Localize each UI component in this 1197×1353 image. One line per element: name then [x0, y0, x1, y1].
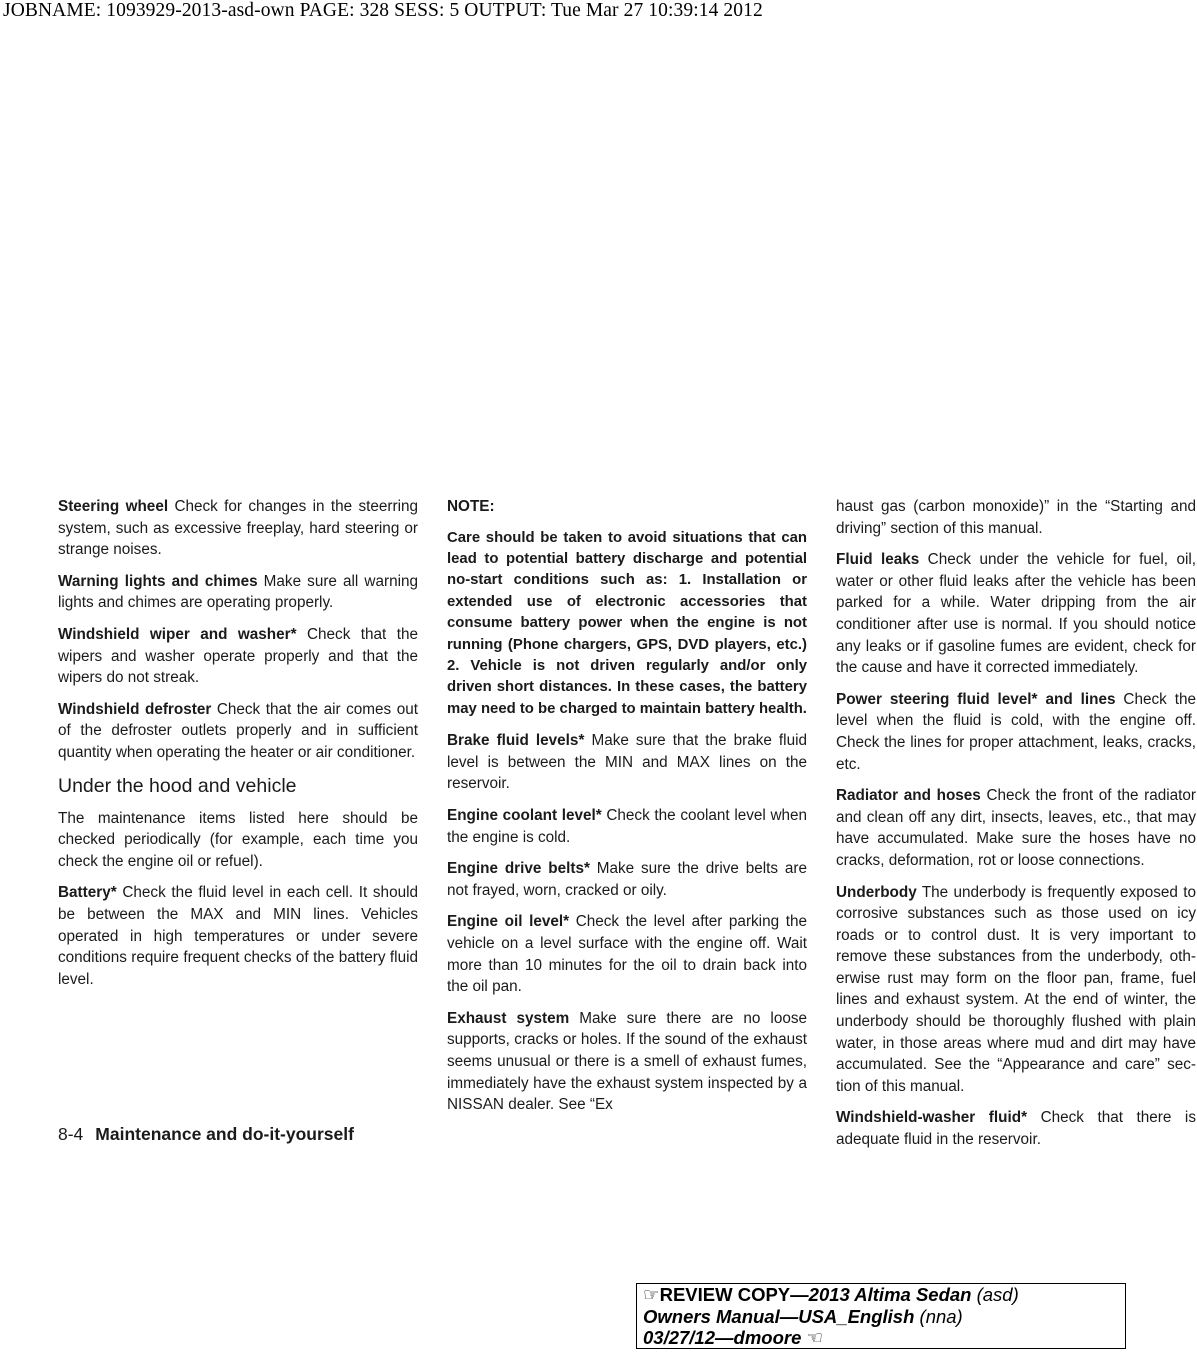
steering-wheel-title: Steering wheel — [58, 498, 169, 515]
manual-name: Owners Manual—USA_English — [643, 1305, 915, 1327]
underbody-item — [836, 882, 1196, 1098]
battery-text: Check the fluid level in each cell. It should be between the MAX and MIN lines. Vehicles operated in high temperatures or under severe conditions require frequent checks of the battery fluid level. — [58, 884, 418, 988]
drive-belts-text: Make sure the drive belts are not frayed, worn, cracked or oily. — [447, 860, 807, 899]
review-line-3 — [643, 1327, 1119, 1349]
coolant-item — [447, 805, 807, 848]
underbody-text: The underbody is frequently exposed to corrosive substances such as those used on icy roads or to control dust. It is very important to remove these substances from the underbody, otherwise rust may form on the floor pan, frame, fuel lines and exhaust system. At the end of winter, the underbody should be thoroughly flushed with plain water, in those areas where mud and dirt may have accumulated. See the “Appearance and care” section of this manual. — [836, 883, 1196, 1095]
column-3 — [836, 496, 1196, 1161]
fluid-leaks-text: Check under the vehicle for fuel, oil, water or other fluid leaks after the vehicle has been parked for a while. Water dripping from the air conditioner after use is normal. If you should notice any leaks or if gasoline fumes are evident, check for the cause and have it corrected immediately. — [836, 551, 1196, 677]
review-label: REVIEW COPY— — [659, 1284, 809, 1305]
power-steering-item — [836, 689, 1196, 775]
warning-lights-title: Warning lights and chimes — [58, 572, 258, 590]
wiper-washer-item — [58, 624, 418, 689]
washer-fluid-item — [836, 1107, 1196, 1150]
note-label: NOTE: — [447, 498, 495, 515]
radiator-item — [836, 785, 1196, 871]
oil-level-item — [447, 911, 807, 997]
job-header: JOBNAME: 1093929-2013-asd-own PAGE: 328 SESS: 5 OUTPUT: Tue Mar 27 10:39:14 2012 — [3, 0, 763, 21]
coolant-text: Check the coolant level when the engine is cold. — [447, 807, 808, 846]
warning-lights-text: Make sure all warning lights and chimes are operating properly. — [58, 572, 418, 612]
exhaust-item — [447, 1008, 807, 1116]
wiper-washer-text: Check that the wipers and washer operate properly and that the wipers do not streak. — [58, 625, 418, 687]
power-steering-title: Power steering fluid level* and lines — [836, 690, 1116, 708]
section-heading: Under the hood and vehicle — [58, 774, 297, 797]
review-line-2 — [643, 1306, 1119, 1328]
wiper-washer-title: Windshield wiper and washer* — [58, 625, 297, 643]
language-code: (nna) — [914, 1305, 963, 1327]
washer-fluid-title: Windshield-washer fluid* — [836, 1109, 1028, 1127]
pointing-hand-icon: ☞ — [643, 1284, 660, 1305]
brake-fluid-text: Make sure that the brake fluid level is between the MIN and MAX lines on the reservoir. — [447, 732, 807, 793]
vehicle-model: 2013 Altima Sedan — [808, 1284, 972, 1305]
steering-wheel-item — [58, 496, 418, 561]
brake-fluid-title: Brake fluid levels* — [447, 732, 585, 750]
battery-item — [58, 882, 418, 990]
power-steering-text: Check the level when the fluid is cold, with the engine off. Check the lines for proper attachment, leaks, cracks, etc. — [836, 690, 1196, 773]
vehicle-code: (asd) — [971, 1284, 1019, 1305]
steering-wheel-text: Check for changes in the steerring system, such as excessive freeplay, hard steering or strange noises. — [58, 498, 418, 559]
intro-paragraph: The maintenance items listed here should be checked periodically (for example, each time you check the engine oil or refuel). — [58, 809, 418, 870]
brake-fluid-item — [447, 730, 807, 795]
drive-belts-item — [447, 858, 807, 901]
note-text: Care should be taken to avoid situations that can lead to potential battery discharge and potential no-start conditions such as: 1. Installation or extended use of electronic accessories that consume battery power when the engine is not running (Phone chargers, GPS, DVD players, etc.) 2. Vehicle is not driven regularly and/or only driven short distances. In these cases, the battery may need to be charged to maintain battery health. — [447, 529, 807, 717]
battery-title: Battery* — [58, 884, 117, 902]
exhaust-title: Exhaust system — [447, 1009, 570, 1027]
review-copy-box — [636, 1283, 1126, 1349]
defroster-text: Check that the air comes out of the defroster outlets properly and in sufficient quantity when operating the heater or air conditioner. — [58, 700, 418, 761]
page-footer — [58, 1124, 354, 1145]
column-2 — [447, 496, 807, 1126]
exhaust-continued: haust gas (carbon monoxide)” in the “Starting and driving” section of this manual. — [836, 498, 1196, 537]
defroster-item — [58, 699, 418, 764]
coolant-title: Engine coolant level* — [447, 807, 602, 825]
review-date-author: 03/27/12—dmoore — [643, 1327, 802, 1348]
washer-fluid-text: Check that there is adequate fluid in the reservoir. — [836, 1109, 1196, 1149]
hand-left-icon: ☜ — [806, 1327, 824, 1348]
drive-belts-title: Engine drive belts* — [447, 860, 590, 878]
review-line-1 — [643, 1284, 1119, 1306]
oil-level-title: Engine oil level* — [447, 913, 570, 931]
radiator-title: Radiator and hoses — [836, 787, 981, 805]
defroster-title: Windshield defroster — [58, 700, 212, 718]
fluid-leaks-item — [836, 549, 1196, 679]
exhaust-text: Make sure there are no loose supports, cracks or holes. If the sound of the exhaust seems unusual or there is a smell of exhaust fumes, immediately have the exhaust system inspected by a NISSAN dealer. See “Ex — [447, 1009, 807, 1114]
column-1 — [58, 496, 418, 1000]
warning-lights-item — [58, 571, 418, 614]
fluid-leaks-title: Fluid leaks — [836, 551, 920, 569]
oil-level-text: Check the level after parking the vehicle on a level surface with the engine off. Wait more than 10 minutes for the oil to drain back into the oil pan. — [447, 913, 807, 996]
underbody-title: Underbody — [836, 883, 917, 901]
footer-section-title: Maintenance and do-it-yourself — [95, 1124, 354, 1144]
radiator-text: Check the front of the radiator and clean off any dirt, insects, leaves, etc., that may have accumulated. Make sure the hoses have no cracks, deformation, rot or loose connections. — [836, 787, 1196, 869]
page-number: 8-4 — [58, 1124, 84, 1144]
